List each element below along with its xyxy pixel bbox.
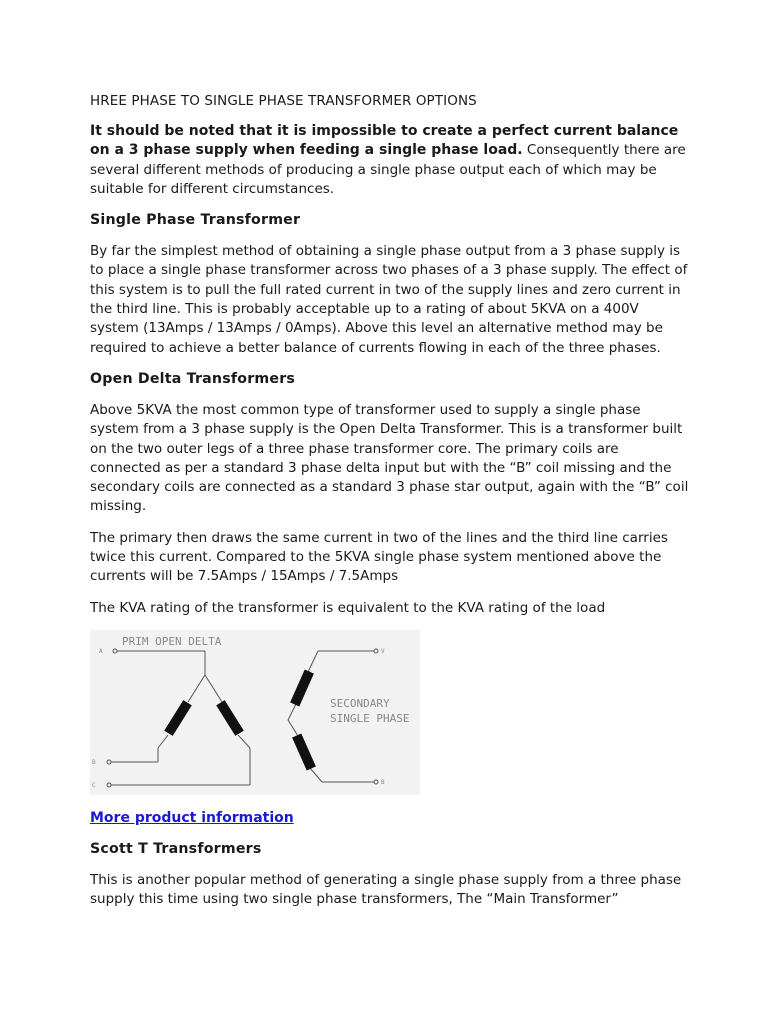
secondary-coil-bottom	[292, 733, 316, 770]
link-line	[90, 807, 690, 828]
label-single-phase: SINGLE PHASE	[330, 711, 410, 725]
terminal-b-label: B	[92, 758, 96, 766]
intro-bold-statement: It should be noted that it is impossible to create a perfect current balance on a 3 phase supply when feeding a single phase load.	[90, 123, 679, 159]
document-page	[90, 92, 690, 922]
paragraph-single-phase: By far the simplest method of obtaining a single phase output from a 3 phase supply is to place a single phase transformer across two phases of a 3 phase supply. The effect of this system is to pull the full rated current in two of the supply lines and zero current in the third line. This is probably acceptable up to a rating of about 5KVA on a 400V system (13Amps / 13Amps / 0Amps). Above this level an alternative method may be required to achieve a better balance of currents flowing in each of the three phases.	[90, 243, 688, 356]
terminal-out-bottom-label: B	[381, 778, 385, 786]
label-prim-open-delta: PRIM OPEN DELTA	[122, 634, 222, 648]
intro-rest: Consequently there are several different methods of producing a single phase output each of which may be suitable for different circumstances.	[90, 142, 686, 197]
heading-single-phase: Single Phase Transformer	[90, 212, 301, 229]
paragraph-open-delta-1: Above 5KVA the most common type of transformer used to supply a single phase system from a 3 phase supply is the Open Delta Transformer. This is a transformer built on the two outer legs of a three phase transformer core. The primary coils are connected as per a standard 3 phase delta input but with the “B” coil missing and the secondary coils are connected as a standard 3 phase star output, again with the “B” coil missing.	[90, 401, 689, 515]
heading-scott-t: Scott T Transformers	[90, 840, 262, 857]
primary-coil-right	[216, 700, 244, 736]
document-title: HREE PHASE TO SINGLE PHASE TRANSFORMER OPTIONS	[90, 93, 477, 109]
terminal-a-label: A	[99, 647, 103, 655]
open-delta-diagram	[90, 630, 420, 795]
terminal-a-dot	[113, 649, 117, 653]
secondary-coil-top	[290, 669, 314, 706]
terminal-out-top-label: V	[381, 647, 385, 655]
paragraph-open-delta-2: The primary then draws the same current in two of the lines and the third line carries twice this current. Compared to the 5KVA single phase system mentioned above the currents will be 7.5Amps / 15Amps / 7.5Amps	[90, 529, 668, 585]
paragraph-scott-t: This is another popular method of generating a single phase supply from a three phase supply this time using two single phase transformers, The “Main Transformer”	[90, 871, 682, 908]
heading-open-delta: Open Delta Transformers	[90, 370, 296, 387]
primary-coil-left	[164, 700, 192, 736]
paragraph-open-delta-3: The KVA rating of the transformer is equivalent to the KVA rating of the load	[90, 599, 606, 616]
intro-paragraph	[90, 122, 690, 199]
more-product-info-link[interactable]: More product information	[90, 809, 294, 826]
label-secondary: SECONDARY	[330, 696, 390, 710]
terminal-c-label: C	[92, 781, 96, 789]
